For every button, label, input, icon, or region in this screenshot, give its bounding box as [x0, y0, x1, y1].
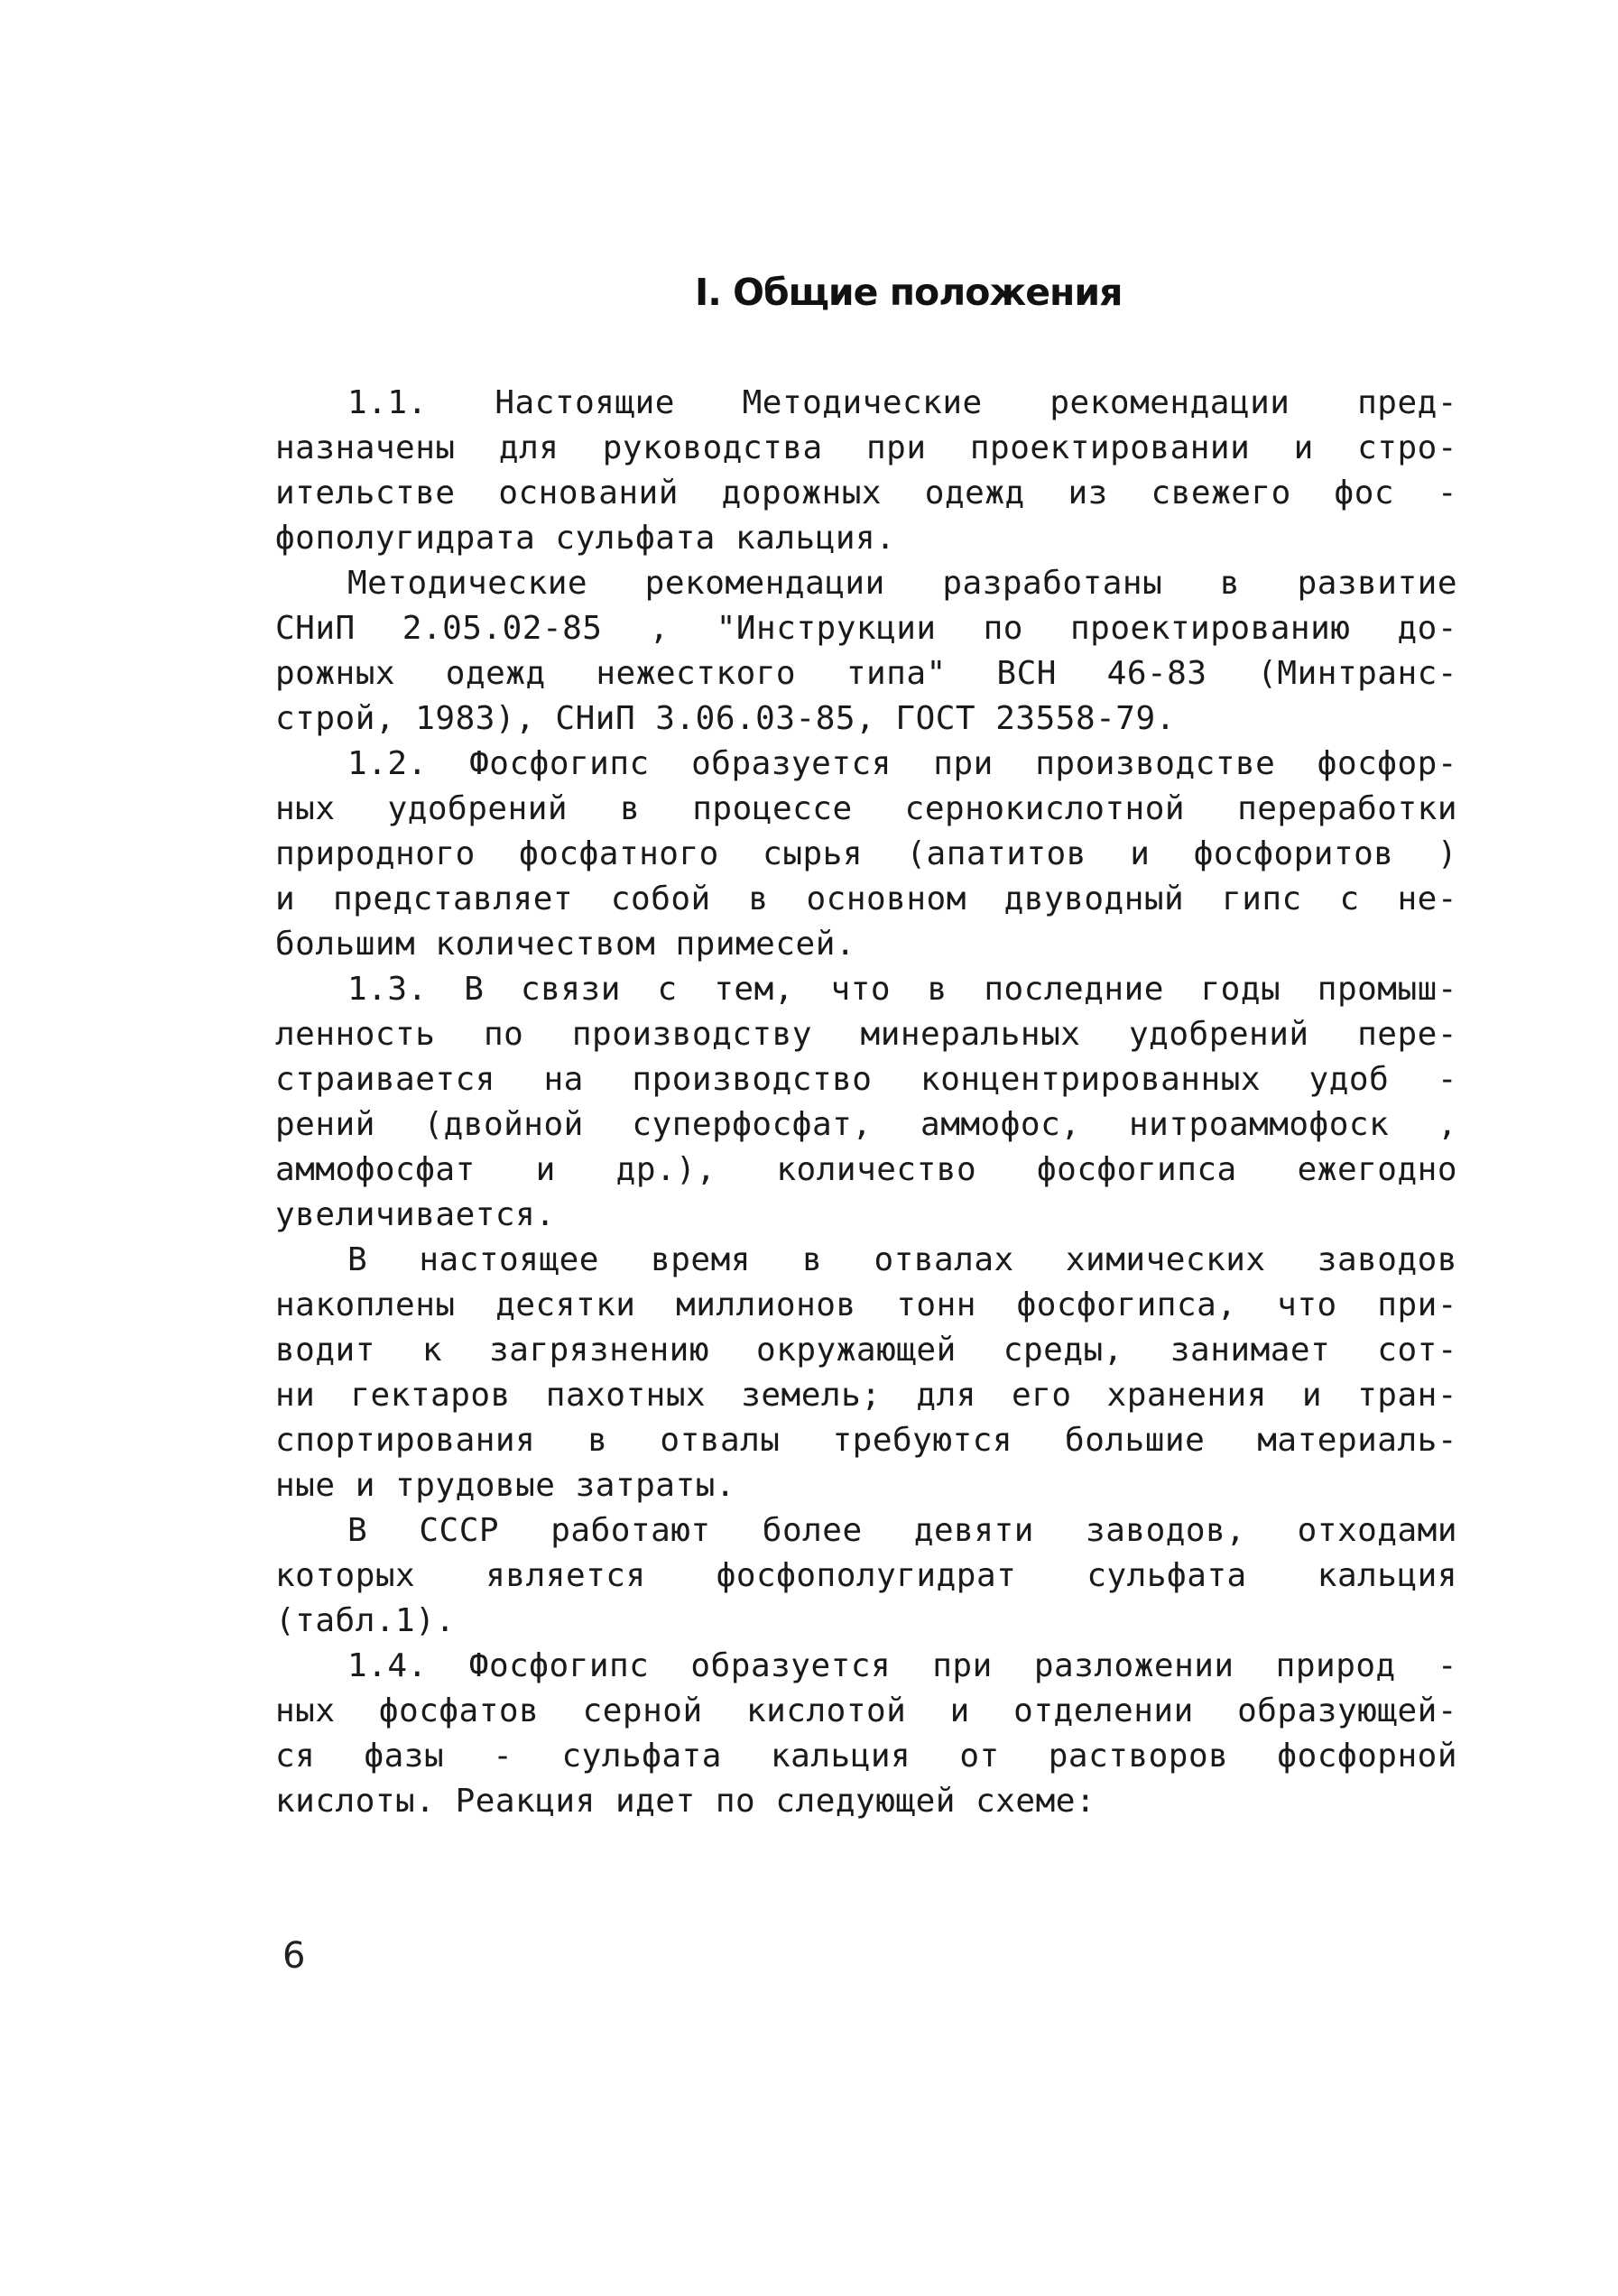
text-line: 1.2. Фосфогипс образуется при производстве фосфор- [347, 745, 1457, 782]
text-line: ленность по производству минеральных удобрений пере- [275, 1016, 1457, 1053]
text-line: В СССР работают более девяти заводов, отходами [347, 1512, 1457, 1549]
text-line: фополугидрата сульфата кальция. [275, 520, 896, 557]
text-line: водит к загрязнению окружающей среды, занимает сот- [275, 1332, 1457, 1369]
text-line: Методические рекомендации разработаны в развитие [347, 565, 1457, 602]
text-line: ся фазы - сульфата кальция от растворов фосфорной [275, 1738, 1457, 1775]
text-line: накоплены десятки миллионов тонн фосфогипса, что при- [275, 1286, 1457, 1323]
text-line: большим количеством примесей. [275, 926, 856, 963]
text-line: спортирования в отвалы требуются большие материаль- [275, 1422, 1457, 1459]
text-line: ных удобрений в процессе сернокислотной переработки [275, 790, 1457, 827]
text-line: строй, 1983), СНиП 3.06.03-85, ГОСТ 23558-79. [275, 700, 1176, 737]
text-line: рожных одежд нежесткого типа" ВСН 46-83 (Минтранс- [275, 655, 1457, 692]
text-line: увеличивается. [275, 1196, 556, 1233]
text-line: ных фосфатов серной кислотой и отделении образующей- [275, 1692, 1457, 1729]
text-line: природного фосфатного сырья (апатитов и фосфоритов ) [275, 835, 1457, 872]
text-line: 1.3. В связи с тем, что в последние годы промыш- [347, 971, 1457, 1008]
text-line: рений (двойной суперфосфат, аммофос, нитроаммофоск , [275, 1106, 1457, 1143]
text-line: 1.4. Фосфогипс образуется при разложении природ - [347, 1647, 1457, 1684]
section-heading: I. Общие положения [695, 271, 1123, 314]
text-line: 1.1. Настоящие Методические рекомендации пред- [347, 384, 1457, 421]
page-number: 6 [282, 1935, 306, 1977]
text-line: страивается на производство концентрированных удоб - [275, 1061, 1457, 1098]
text-line: В настоящее время в отвалах химических заводов [347, 1241, 1457, 1278]
text-line: ительстве оснований дорожных одежд из свежего фос - [275, 475, 1457, 512]
text-line: СНиП 2.05.02-85 , "Инструкции по проектированию до- [275, 610, 1457, 647]
text-line: (табл.1). [275, 1602, 456, 1639]
text-line: и представляет собой в основном двуводный гипс с не- [275, 881, 1457, 917]
text-line: которых является фосфополугидрат сульфата кальция [275, 1557, 1457, 1594]
text-line: назначены для руководства при проектировании и стро- [275, 429, 1457, 466]
body-text [275, 381, 1457, 1824]
text-line: кислоты. Реакция идет по следующей схеме: [275, 1783, 1096, 1820]
text-line: аммофосфат и др.), количество фосфогипса ежегодно [275, 1151, 1457, 1188]
text-line: ные и трудовые затраты. [275, 1467, 735, 1504]
text-line: ни гектаров пахотных земель; для его хранения и тран- [275, 1377, 1457, 1414]
